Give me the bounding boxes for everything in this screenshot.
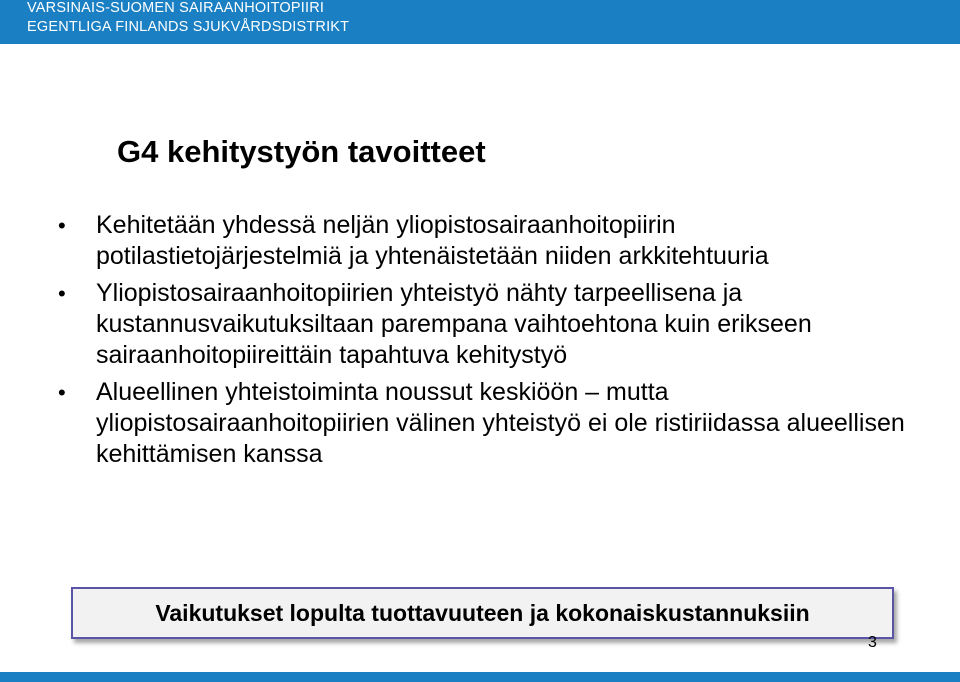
callout-box bbox=[71, 587, 894, 639]
bullet-list bbox=[58, 210, 928, 476]
bullet-dot-icon: • bbox=[58, 281, 66, 306]
bullet-item bbox=[58, 377, 928, 470]
bullet-text: Kehitetään yhdessä neljän yliopistosairaanhoitopiirin potilastietojärjestelmiä ja yhtenäistetään niiden arkkitehtuuria bbox=[96, 211, 769, 270]
bullet-text: Yliopistosairaanhoitopiirien yhteistyö nähty tarpeellisena ja kustannusvaikutuksiltaan parempana vaihtoehtona kuin erikseen sairaanhoitopiireittäin tapahtuva kehitystyö bbox=[96, 279, 812, 369]
header-bar bbox=[0, 0, 960, 44]
page-number: 3 bbox=[868, 634, 877, 651]
bullet-text: Alueellinen yhteistoiminta noussut keskiöön – mutta yliopistosairaanhoitopiirien välinen yhteistyö ei ole ristiriidassa alueellisen kehittämisen kanssa bbox=[96, 378, 905, 468]
footer-bar bbox=[0, 672, 960, 682]
bullet-item bbox=[58, 210, 928, 272]
bullet-dot-icon: • bbox=[58, 380, 66, 405]
slide-title: G4 kehitystyön tavoitteet bbox=[117, 134, 486, 169]
bullet-item bbox=[58, 278, 928, 371]
bullet-dot-icon: • bbox=[58, 213, 66, 238]
org-name-swedish: EGENTLIGA FINLANDS SJUKVÅRDSDISTRIKT bbox=[27, 19, 350, 35]
callout-text: Vaikutukset lopulta tuottavuuteen ja kokonaiskustannuksiin bbox=[155, 599, 810, 626]
org-name-finnish: VARSINAIS-SUOMEN SAIRAANHOITOPIIRI bbox=[27, 0, 325, 16]
